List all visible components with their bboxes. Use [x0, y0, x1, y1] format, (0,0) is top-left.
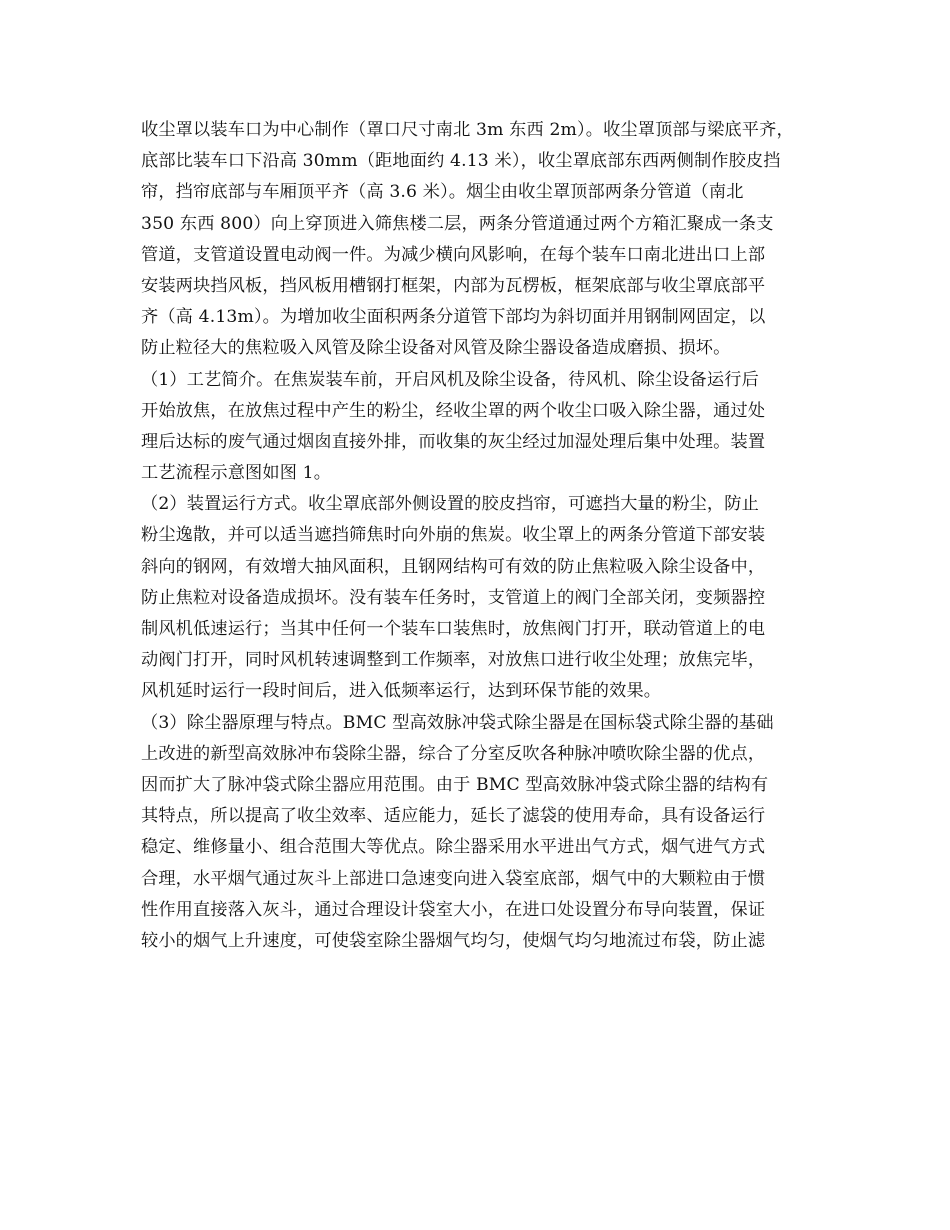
text-line-23: 其特点，所以提高了收尘效率、适应能力，延长了滤袋的使用寿命，具有设备运行	[141, 806, 766, 827]
document-body	[141, 115, 811, 957]
text-line-2: 底部比装车口下沿高 30mm（距地面约 4.13 米），收尘罩底部东西两侧制作胶皮挡	[141, 151, 781, 172]
text-line-6: 安装两块挡风板，挡风板用槽钢打框架，内部为瓦楞板，框架底部与收尘罩底部平	[141, 275, 766, 296]
text-line-18: 动阀门打开，同时风机转速调整到工作频率，对放焦口进行收尘处理；放焦完毕，	[141, 650, 766, 671]
text-line-21: 上改进的新型高效脉冲布袋除尘器，综合了分室反吹各种脉冲喷吹除尘器的优点，	[141, 743, 766, 764]
text-line-3: 帘，挡帘底部与车厢顶平齐（高 3.6 米）。烟尘由收尘罩顶部两条分管道（南北	[141, 182, 744, 203]
text-line-9: （1）工艺简介。在焦炭装车前，开启风机及除尘设备，待风机、除尘设备运行后	[141, 369, 759, 390]
text-line-25: 合理，水平烟气通过灰斗上部进口急速变向进入袋室底部，烟气中的大颗粒由于惯	[141, 868, 766, 889]
text-line-16: 防止焦粒对设备造成损坏。没有装车任务时，支管道上的阀门全部关闭，变频器控	[141, 587, 766, 608]
text-line-10: 开始放焦，在放焦过程中产生的粉尘，经收尘罩的两个收尘口吸入除尘器，通过处	[141, 400, 766, 421]
text-line-13: （2）装置运行方式。收尘罩底部外侧设置的胶皮挡帘，可遮挡大量的粉尘，防止	[141, 494, 759, 515]
text-line-24: 稳定、维修量小、组合范围大等优点。除尘器采用水平进出气方式，烟气进气方式	[141, 837, 766, 858]
text-line-8: 防止粒径大的焦粒吸入风管及除尘设备对风管及除尘器设备造成磨损、损坏。	[141, 338, 731, 359]
text-line-12: 工艺流程示意图如图 1。	[141, 463, 332, 484]
text-line-7: 齐（高 4.13m）。为增加收尘面积两条分道管下部均为斜切面并用钢制网固定，以	[141, 307, 766, 328]
text-line-27: 较小的烟气上升速度，可使袋室除尘器烟气均匀，使烟气均匀地流过布袋，防止滤	[141, 930, 766, 951]
text-line-19: 风机延时运行一段时间后，进入低频率运行，达到环保节能的效果。	[141, 681, 662, 702]
text-line-14: 粉尘逸散，并可以适当遮挡筛焦时向外崩的焦炭。收尘罩上的两条分管道下部安装	[141, 525, 766, 546]
text-line-22: 因而扩大了脉冲袋式除尘器应用范围。由于 BMC 型高效脉冲袋式除尘器的结构有	[141, 774, 769, 795]
text-line-4: 350 东西 800）向上穿顶进入筛焦楼二层，两条分管道通过两个方箱汇聚成一条支	[141, 213, 774, 234]
text-line-1: 收尘罩以装车口为中心制作（罩口尺寸南北 3m 东西 2m）。收尘罩顶部与梁底平齐，	[141, 120, 794, 140]
text-line-26: 性作用直接落入灰斗，通过合理设计袋室大小，在进口处设置分布导向装置，保证	[141, 899, 766, 920]
text-line-17: 制风机低速运行；当其中任何一个装车口装焦时，放焦阀门打开，联动管道上的电	[141, 619, 766, 639]
text-line-15: 斜向的钢网，有效增大抽风面积，且钢网结构可有效的防止焦粒吸入除尘设备中，	[141, 556, 766, 577]
text-line-5: 管道，支管道设置电动阀一件。为减少横向风影响，在每个装车口南北进出口上部	[141, 244, 766, 265]
text-line-20: （3）除尘器原理与特点。BMC 型高效脉冲袋式除尘器是在国标袋式除尘器的基础	[141, 712, 774, 733]
text-line-11: 理后达标的废气通过烟囱直接外排，而收集的灰尘经过加湿处理后集中处理。装置	[141, 431, 766, 452]
